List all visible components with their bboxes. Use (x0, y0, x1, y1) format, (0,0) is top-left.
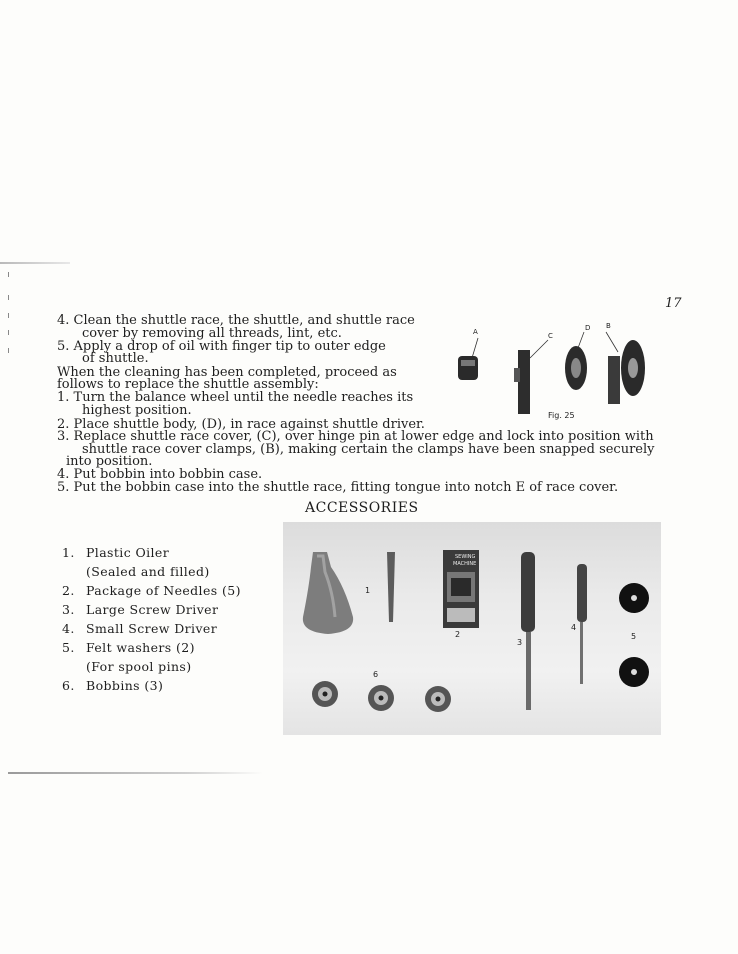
margin-mark (8, 330, 9, 335)
figure-letter: C (548, 332, 553, 340)
instruction-line: follows to replace the shuttle assembly: (57, 377, 319, 392)
needle-package-text: MACHINE (453, 561, 477, 567)
figure-letter: B (606, 322, 611, 330)
margin-mark (8, 313, 9, 318)
instruction-line: cover by removing all threads, lint, etc. (82, 326, 342, 341)
figure-letter: A (473, 328, 478, 336)
instruction-line: 5. Apply a drop of oil with finger tip to outer edge (57, 339, 386, 354)
list-item-note: (Sealed and filled) (86, 564, 210, 579)
list-item-note: (For spool pins) (86, 659, 192, 674)
figure-caption: Fig. 25 (548, 411, 575, 420)
photo-label: 5 (631, 632, 637, 641)
instruction-line: into position. (66, 454, 153, 469)
list-item: 1. Plastic Oiler (62, 545, 170, 560)
bottom-rule (8, 772, 263, 774)
instruction-line: 1. Turn the balance wheel until the needle reaches its (57, 390, 414, 405)
accessories-list (62, 543, 241, 695)
instruction-line: 4. Put bobbin into bobbin case. (57, 467, 263, 482)
top-rule (0, 262, 70, 264)
list-item: 5. Felt washers (2) (62, 640, 195, 655)
photo-label: 1 (365, 586, 371, 595)
photo-label: 2 (455, 630, 461, 639)
margin-mark (8, 295, 9, 300)
page-number: 17 (665, 296, 682, 311)
margin-mark (8, 348, 9, 353)
accessories-photo (283, 522, 661, 735)
list-item: 2. Package of Needles (5) (62, 583, 241, 598)
list-item: 4. Small Screw Driver (62, 621, 218, 636)
instruction-line: 3. Replace shuttle race cover, (C), over hinge pin at lower edge and lock into position with (57, 429, 654, 444)
list-item: 3. Large Screw Driver (62, 602, 219, 617)
figure-letter: D (585, 324, 591, 332)
instruction-line: 4. Clean the shuttle race, the shuttle, and shuttle race (57, 313, 415, 328)
instruction-line: of shuttle. (82, 351, 149, 366)
instruction-line: 5. Put the bobbin case into the shuttle race, fitting tongue into notch E of race cover. (57, 480, 619, 495)
margin-mark (8, 272, 9, 277)
list-item: 6. Bobbins (3) (62, 678, 164, 693)
section-heading: ACCESSORIES (305, 500, 419, 516)
photo-label: 6 (373, 670, 379, 679)
photo-label: 4 (571, 623, 577, 632)
photo-label: 3 (517, 638, 523, 647)
instruction-line: highest position. (82, 403, 192, 418)
instruction-line: When the cleaning has been completed, proceed as (57, 365, 397, 380)
instruction-line: shuttle race cover clamps, (B), making certain the clamps have been snapped securely (82, 442, 655, 457)
instruction-line: 2. Place shuttle body, (D), in race against shuttle driver. (57, 417, 425, 432)
needle-package-text: SEWING (455, 554, 476, 560)
